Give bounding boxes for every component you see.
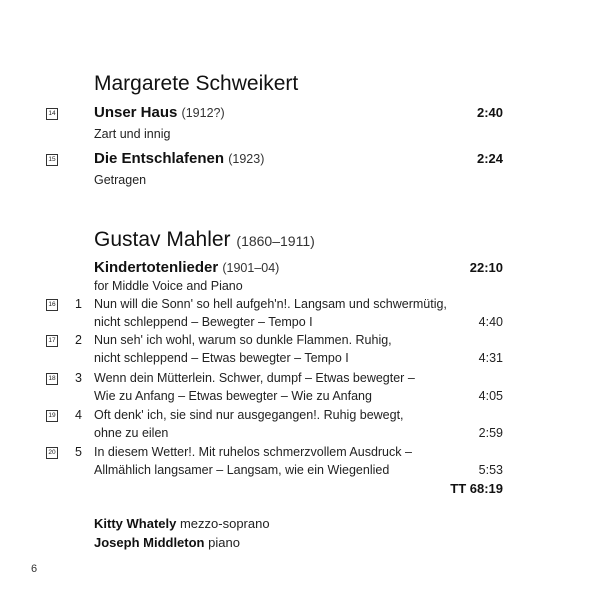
performer-name: Joseph Middleton bbox=[94, 535, 205, 550]
movement-duration: 4:40 bbox=[478, 315, 503, 329]
movement-line-1: Nun will die Sonn' so hell aufgeh'n!. Langsam und schwermütig, bbox=[94, 297, 447, 311]
performer-credit bbox=[94, 516, 270, 531]
track-title bbox=[94, 150, 264, 167]
performer-credit bbox=[94, 535, 240, 550]
track-number-box: 15 bbox=[46, 154, 58, 166]
movement-number: 4 bbox=[75, 408, 82, 422]
title-text: Die Entschlafenen bbox=[94, 150, 225, 167]
movement-duration: 4:05 bbox=[478, 389, 503, 403]
track-tempo: Zart und innig bbox=[94, 127, 171, 141]
movement-line-2: nicht schleppend – Etwas bewegter – Tempo I bbox=[94, 351, 349, 365]
track-year: (1923) bbox=[228, 152, 265, 166]
movement-line-1: Wenn dein Mütterlein. Schwer, dumpf – Etwas bewegter – bbox=[94, 371, 415, 385]
composer-heading bbox=[94, 72, 298, 96]
movement-number: 5 bbox=[75, 445, 82, 459]
composer-name: Margarete Schweikert bbox=[94, 72, 299, 95]
performer-name: Kitty Whately bbox=[94, 516, 177, 531]
performer-role: piano bbox=[208, 535, 240, 550]
work-year: (1901–04) bbox=[222, 261, 280, 275]
movement-line-1: Oft denk' ich, sie sind nur ausgegangen!. Ruhig bewegt, bbox=[94, 408, 404, 422]
work-scoring: for Middle Voice and Piano bbox=[94, 279, 243, 293]
track-number-box: 18 bbox=[46, 373, 58, 385]
movement-line-2: Wie zu Anfang – Etwas bewegter – Wie zu Anfang bbox=[94, 389, 372, 403]
movement-line-2: nicht schleppend – Bewegter – Tempo I bbox=[94, 315, 313, 329]
track-tempo: Getragen bbox=[94, 173, 147, 187]
title-text: Unser Haus bbox=[94, 104, 178, 121]
movement-line-2: Allmählich langsamer – Langsam, wie ein Wiegenlied bbox=[94, 463, 390, 477]
track-duration: 2:40 bbox=[476, 105, 503, 120]
movement-line-1: In diesem Wetter!. Mit ruhelos schmerzvollem Ausdruck – bbox=[94, 445, 412, 459]
performer-role: mezzo-soprano bbox=[179, 516, 270, 531]
movement-number: 1 bbox=[75, 297, 82, 311]
track-duration: 2:24 bbox=[476, 151, 503, 166]
track-number-box: 20 bbox=[46, 447, 58, 459]
page-number: 6 bbox=[31, 563, 38, 575]
movement-number: 3 bbox=[75, 371, 82, 385]
work-title bbox=[94, 259, 279, 276]
composer-heading bbox=[94, 228, 315, 252]
movement-number: 2 bbox=[75, 333, 82, 347]
movement-line-1: Nun seh' ich wohl, warum so dunkle Flammen. Ruhig, bbox=[94, 333, 392, 347]
movement-duration: 5:53 bbox=[478, 463, 503, 477]
track-number-box: 17 bbox=[46, 335, 58, 347]
track-number-box: 16 bbox=[46, 299, 58, 311]
composer-name: Gustav Mahler bbox=[94, 228, 231, 251]
movement-line-2: ohne zu eilen bbox=[94, 426, 169, 440]
total-time: TT 68:19 bbox=[450, 481, 503, 496]
movement-duration: 2:59 bbox=[478, 426, 503, 440]
title-text: Kindertotenlieder bbox=[94, 259, 219, 276]
movement-duration: 4:31 bbox=[478, 351, 503, 365]
track-number-box: 19 bbox=[46, 410, 58, 422]
composer-years: (1860–1911) bbox=[236, 233, 315, 249]
work-total-duration: 22:10 bbox=[469, 260, 503, 275]
track-title bbox=[94, 104, 225, 121]
track-number-box: 14 bbox=[46, 108, 58, 120]
track-year: (1912?) bbox=[181, 106, 225, 120]
